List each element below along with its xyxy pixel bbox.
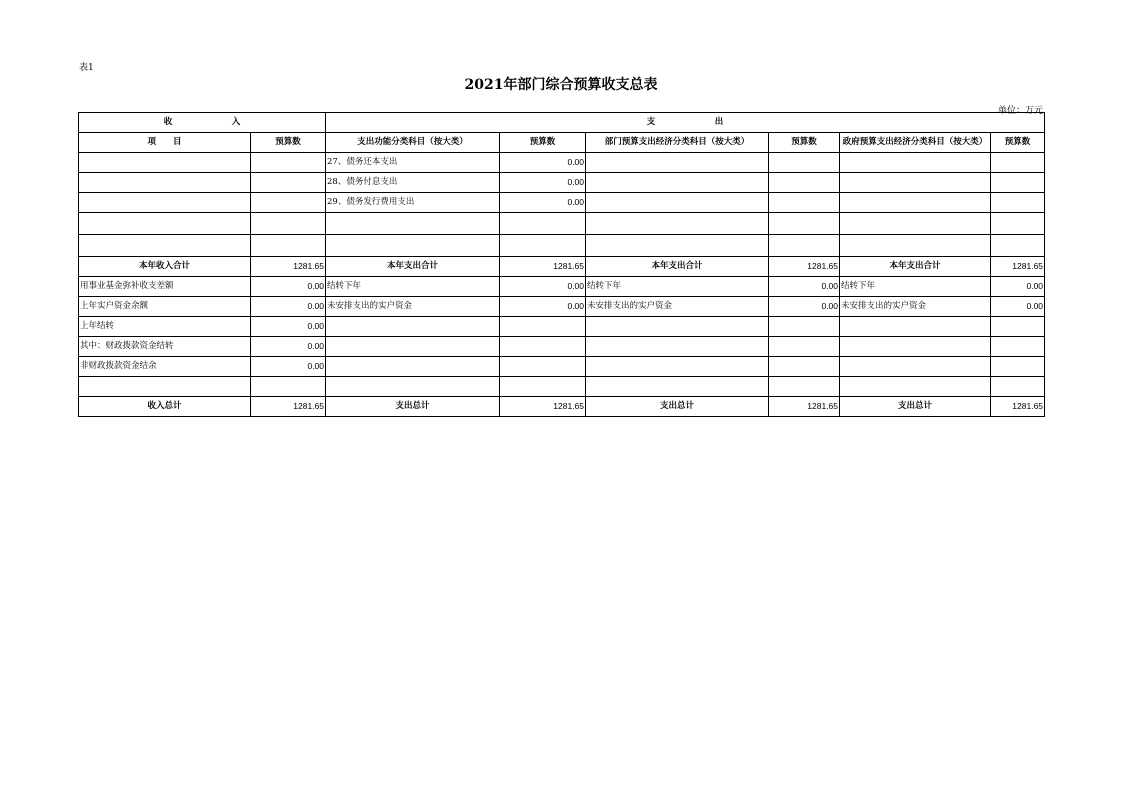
- func-item-label: 28、债务付息支出: [326, 173, 500, 193]
- func-item-value: 0.00: [500, 153, 586, 173]
- table-row: [79, 277, 1045, 297]
- annual-income-value: 1281.65: [251, 257, 326, 277]
- empty-row: [79, 235, 1045, 257]
- table-row: [79, 173, 1045, 193]
- func-item-label: 29、债务发行费用支出: [326, 193, 500, 213]
- table-row: [79, 193, 1045, 213]
- income-item-value: 0.00: [251, 357, 326, 377]
- income-group-header: 收 入: [79, 113, 326, 133]
- func-item-value: 0.00: [500, 277, 586, 297]
- func-item-label: 27、债务还本支出: [326, 153, 500, 173]
- table-row: [79, 297, 1045, 317]
- gov-item-value: 0.00: [991, 277, 1045, 297]
- empty-row: [79, 377, 1045, 397]
- income-item-label: 上年实户资金余额: [79, 297, 251, 317]
- annual-func-label: 本年支出合计: [326, 257, 500, 277]
- income-item-label: 上年结转: [79, 317, 251, 337]
- annual-gov-value: 1281.65: [991, 257, 1045, 277]
- dept-item-label: 未安排支出的实户资金: [586, 297, 769, 317]
- total-gov-label: 支出总计: [840, 397, 991, 417]
- func-item-label: 未安排支出的实户资金: [326, 297, 500, 317]
- header-gov-econ-class: 政府预算支出经济分类科目（按大类）: [840, 133, 991, 153]
- expense-group-header: 支 出: [326, 113, 1045, 133]
- income-item-value: 0.00: [251, 317, 326, 337]
- group-header-row: [79, 113, 1045, 133]
- func-item-value: 0.00: [500, 297, 586, 317]
- table-row: [79, 317, 1045, 337]
- header-dept-econ-class: 部门预算支出经济分类科目（按大类）: [586, 133, 769, 153]
- annual-dept-value: 1281.65: [769, 257, 840, 277]
- income-item-label: 非财政拨款资金结余: [79, 357, 251, 377]
- income-item-value: 0.00: [251, 337, 326, 357]
- header-func-budget: 预算数: [500, 133, 586, 153]
- func-item-value: 0.00: [500, 193, 586, 213]
- gov-item-label: 未安排支出的实户资金: [840, 297, 991, 317]
- total-func-label: 支出总计: [326, 397, 500, 417]
- dept-item-value: 0.00: [769, 297, 840, 317]
- income-item-value: 0.00: [251, 297, 326, 317]
- table-row: [79, 357, 1045, 377]
- page-title: 2021年部门综合预算收支总表: [464, 77, 658, 93]
- grand-total-row: [79, 397, 1045, 417]
- gov-item-value: 0.00: [991, 297, 1045, 317]
- table-row: [79, 337, 1045, 357]
- func-item-label: 结转下年: [326, 277, 500, 297]
- total-func-value: 1281.65: [500, 397, 586, 417]
- income-item-value: 0.00: [251, 277, 326, 297]
- table-row: [79, 153, 1045, 173]
- total-dept-label: 支出总计: [586, 397, 769, 417]
- gov-item-label: 结转下年: [840, 277, 991, 297]
- empty-row: [79, 213, 1045, 235]
- annual-total-row: [79, 257, 1045, 277]
- header-dept-budget: 预算数: [769, 133, 840, 153]
- sheet-label: 表1: [79, 63, 94, 73]
- annual-gov-label: 本年支出合计: [840, 257, 991, 277]
- income-item-label: 用事业基金弥补收支差额: [79, 277, 251, 297]
- header-func-class: 支出功能分类科目（按大类）: [326, 133, 500, 153]
- header-gov-budget: 预算数: [991, 133, 1045, 153]
- header-income-budget: 预算数: [251, 133, 326, 153]
- total-gov-value: 1281.65: [991, 397, 1045, 417]
- dept-item-label: 结转下年: [586, 277, 769, 297]
- total-income-label: 收入总计: [79, 397, 251, 417]
- header-item: 项 目: [79, 133, 251, 153]
- annual-func-value: 1281.65: [500, 257, 586, 277]
- func-item-value: 0.00: [500, 173, 586, 193]
- annual-income-label: 本年收入合计: [79, 257, 251, 277]
- dept-item-value: 0.00: [769, 277, 840, 297]
- column-header-row: [79, 133, 1045, 153]
- total-income-value: 1281.65: [251, 397, 326, 417]
- annual-dept-label: 本年支出合计: [586, 257, 769, 277]
- income-item-label: 其中：财政拨款资金结转: [79, 337, 251, 357]
- unit-label: 单位：万元: [997, 106, 1043, 116]
- total-dept-value: 1281.65: [769, 397, 840, 417]
- budget-summary-table: [78, 112, 1045, 417]
